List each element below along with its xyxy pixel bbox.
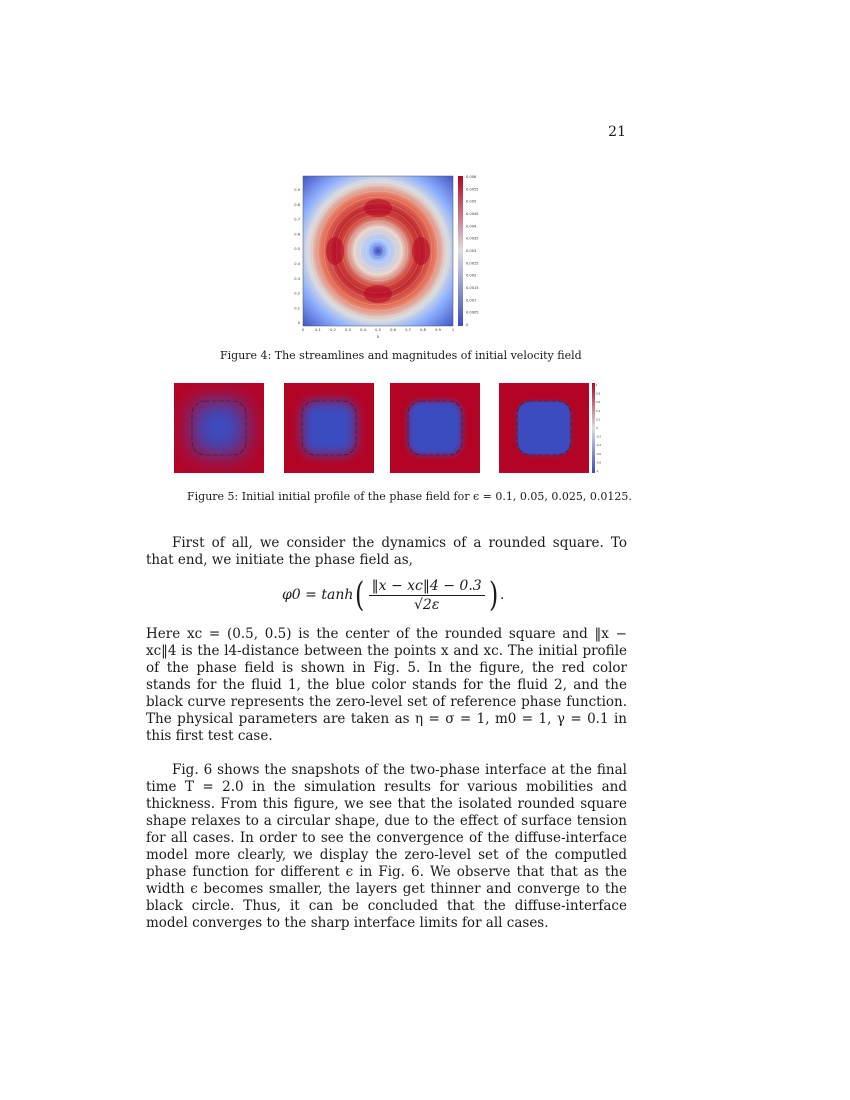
figure-5-colorbar-tick: 0.6 — [596, 401, 601, 405]
figure-5-panel — [499, 383, 589, 473]
figure-4-y-tick: 0.3 — [294, 276, 300, 281]
figure-4-x-tick: 1 — [451, 328, 455, 332]
figure-4-x-tick: 0.6 — [390, 328, 396, 332]
figure-4-colorbar-tick: 0 — [466, 323, 469, 327]
figure-4-x-tick: 0.7 — [405, 328, 411, 332]
figure-4-colorbar-tick: 0.0025 — [466, 261, 479, 266]
equation-period: . — [499, 587, 505, 603]
figure-5-colorbar-tick: -1 — [596, 470, 599, 473]
figure-4-y-tick: 0.2 — [294, 291, 300, 296]
figure-5-colorbar-tick: 0.8 — [596, 392, 601, 396]
figure-5-panel — [284, 383, 374, 473]
figure-4-velocity-plot — [286, 172, 486, 342]
velocity-magnitude-field — [303, 176, 453, 326]
figure-4-x-tick: 0.4 — [360, 328, 366, 332]
left-paren: ( — [355, 575, 365, 615]
figure-4-colorbar-tick: 0.001 — [466, 298, 477, 303]
figure-4-x-tick: 0.5 — [375, 328, 381, 332]
figure-4-colorbar-tick: 0.006 — [466, 175, 477, 179]
figure-4-x-tick: 0.3 — [345, 328, 351, 332]
paragraph-definitions: Here xc = (0.5, 0.5) is the center of the rounded square and ‖x − xc‖4 is the l4-distance between the points x and xc. The initial profile of the phase field is shown in Fig. 5. In the figure, the red color stands for the fluid 1, the blue color stands for the fluid 2, and the black curve represents the zero-level set of reference phase function. The physical parameters are taken as η = σ = 1, m0 = 1, γ = 0.1 in this first test case. — [146, 626, 627, 744]
figure-5-colorbar-tick: 0.2 — [596, 418, 601, 422]
figure-5-colorbar-tick: 1 — [596, 384, 598, 387]
figure-4-x-tick: 0.2 — [330, 328, 336, 332]
figure-4-colorbar — [458, 176, 463, 326]
paragraph-results: Fig. 6 shows the snapshots of the two-phase interface at the final time T = 2.0 in the simulation results for various mobilities and thickness. From this figure, we see that the isolated rounded square shape relaxes to a circular shape, due to the effect of surface tension for all cases. In order to see the convergence of the diffuse-interface model more clearly, we display the zero-level set of the computled phase function for different ϵ in Fig. 6. We observe that that as the width ϵ becomes smaller, the layers get thinner and converge to the black circle. Thus, it can be concluded that the diffuse-interface model converges to the sharp interface limits for all cases. — [146, 762, 627, 931]
figure-4-y-tick: 0.5 — [294, 247, 300, 252]
figure-5-caption: Figure 5: Initial initial profile of the phase field for ϵ = 0.1, 0.05, 0.025, 0.0125. — [187, 490, 632, 503]
figure-4-colorbar-tick: 0.003 — [466, 249, 477, 253]
figure-4-y-tick: 0.9 — [294, 188, 300, 192]
figure-5-panel — [174, 383, 264, 473]
equation-lhs: φ0 = tanh — [282, 587, 354, 603]
figure-5-colorbar-tick: -0.4 — [596, 444, 602, 448]
right-paren: ) — [488, 575, 498, 615]
equation-numerator: ‖x − xc‖4 − 0.3 — [369, 578, 485, 596]
equation-fraction — [369, 578, 485, 613]
figure-4-y-tick: 0 — [297, 321, 300, 326]
figure-4-x-tick: 0.9 — [435, 328, 441, 332]
figure-4-colorbar-tick: 0.0055 — [466, 187, 479, 192]
paragraph-intro: First of all, we consider the dynamics of a rounded square. To that end, we initiate the phase field as, — [146, 535, 627, 568]
page-number: 21 — [608, 124, 626, 140]
figure-4-colorbar-tick: 0.0015 — [466, 286, 479, 290]
figure-4-x-tick: 0 — [301, 328, 305, 332]
figure-5-colorbar-tick: -0.6 — [596, 452, 602, 456]
figure-4-colorbar-tick: 0.0045 — [466, 212, 479, 216]
equation-initial-phase — [282, 573, 504, 617]
x-axis-label: x — [376, 334, 380, 339]
figure-4-colorbar-tick: 0.002 — [466, 273, 477, 278]
figure-4-y-tick: 0.8 — [294, 202, 300, 207]
figure-4-colorbar-tick: 0.0035 — [466, 236, 479, 241]
figure-5-colorbar-tick: 0.4 — [596, 409, 601, 413]
figure-4-y-tick: 0.6 — [294, 232, 300, 237]
figure-4-y-tick: 0.1 — [294, 306, 300, 311]
figure-5-colorbar — [592, 383, 608, 473]
figure-4-colorbar-tick: 0.005 — [466, 199, 477, 204]
figure-5-panel — [390, 383, 480, 473]
figure-4-y-tick: 0.4 — [294, 262, 300, 266]
figure-4-y-tick: 0.7 — [294, 217, 300, 222]
figure-4-x-tick: 0.1 — [315, 328, 321, 332]
figure-4-colorbar-tick: 0.004 — [466, 224, 477, 229]
equation-denominator: √2ε — [413, 596, 440, 613]
figure-4-caption: Figure 4: The streamlines and magnitudes of initial velocity field — [220, 349, 582, 362]
figure-5-colorbar-tick: 0 — [596, 427, 598, 430]
figure-4-x-tick: 0.8 — [420, 328, 426, 332]
figure-5-colorbar-tick: -0.8 — [596, 461, 602, 465]
figure-4-colorbar-tick: 0.0005 — [466, 310, 479, 315]
figure-5-colorbar-tick: -0.2 — [596, 435, 602, 439]
